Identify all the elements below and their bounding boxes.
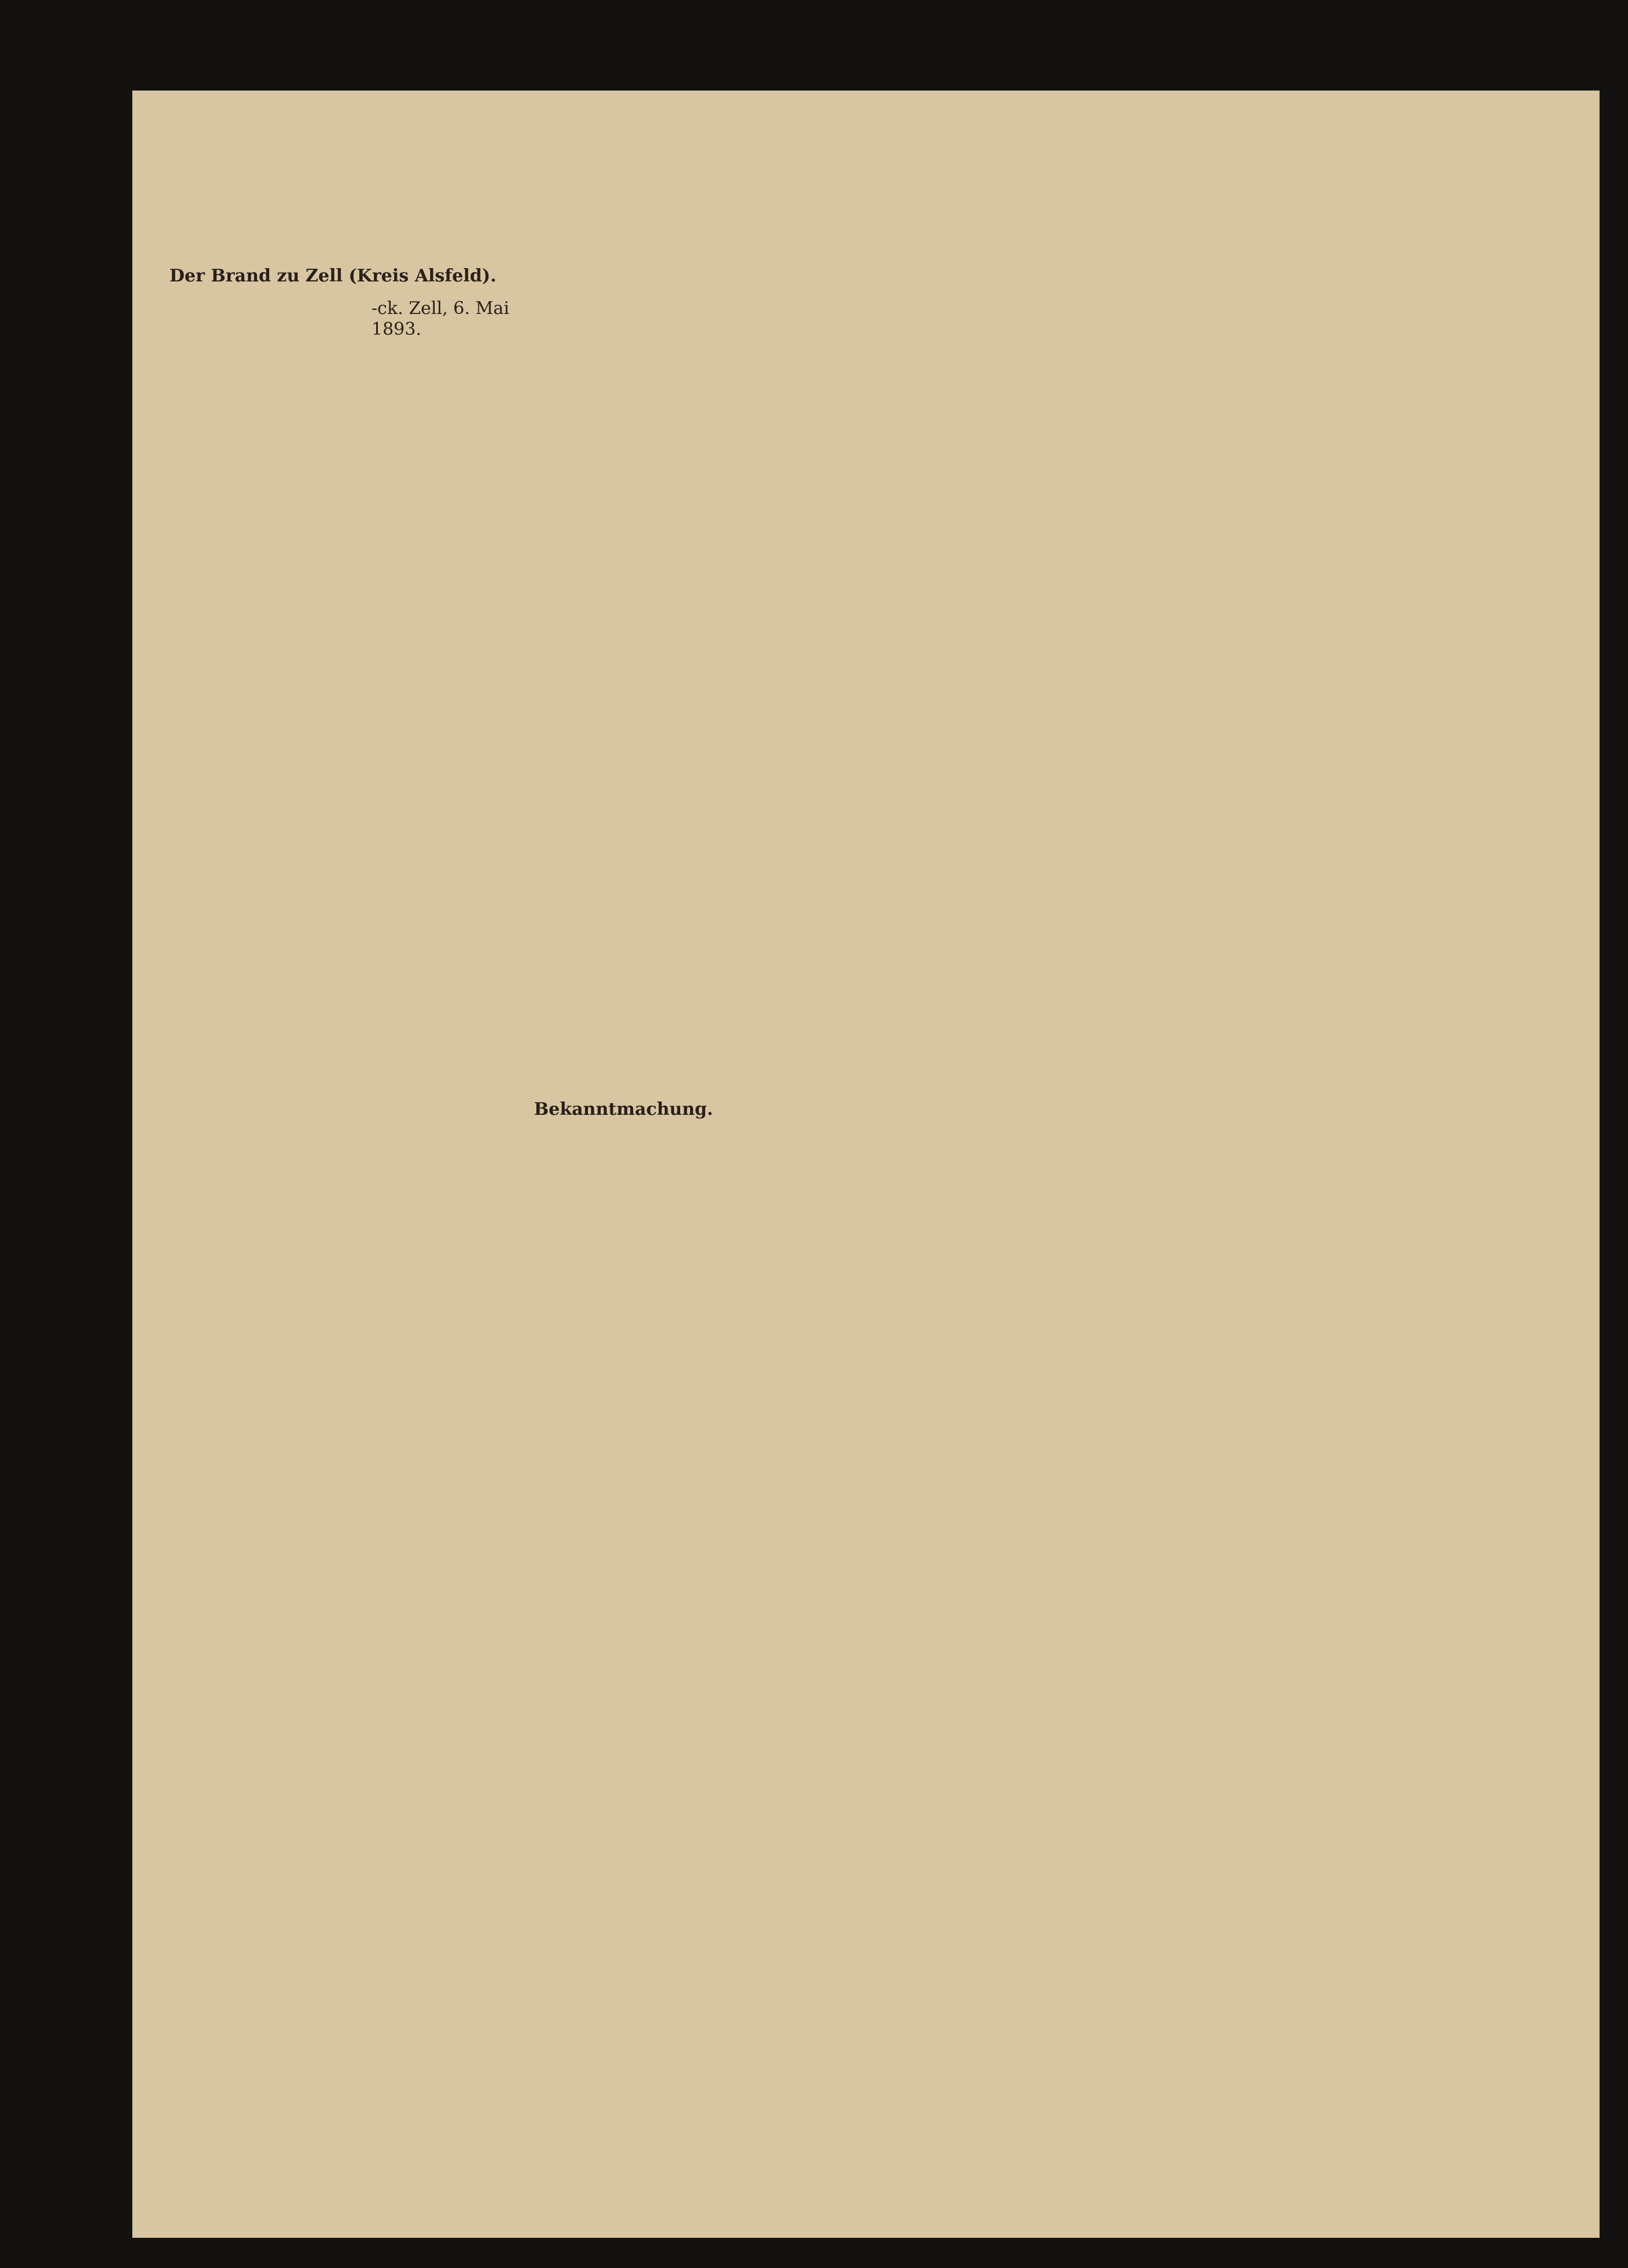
headline-brand: Der Brand zu Zell (Kreis Alsfeld). bbox=[169, 266, 497, 286]
dateline-brand: -ck. Zell, 6. Mai 1893. bbox=[371, 298, 510, 340]
headline-notice: Bekanntmachung. bbox=[534, 1099, 713, 1119]
newspaper-page bbox=[132, 91, 1600, 2238]
